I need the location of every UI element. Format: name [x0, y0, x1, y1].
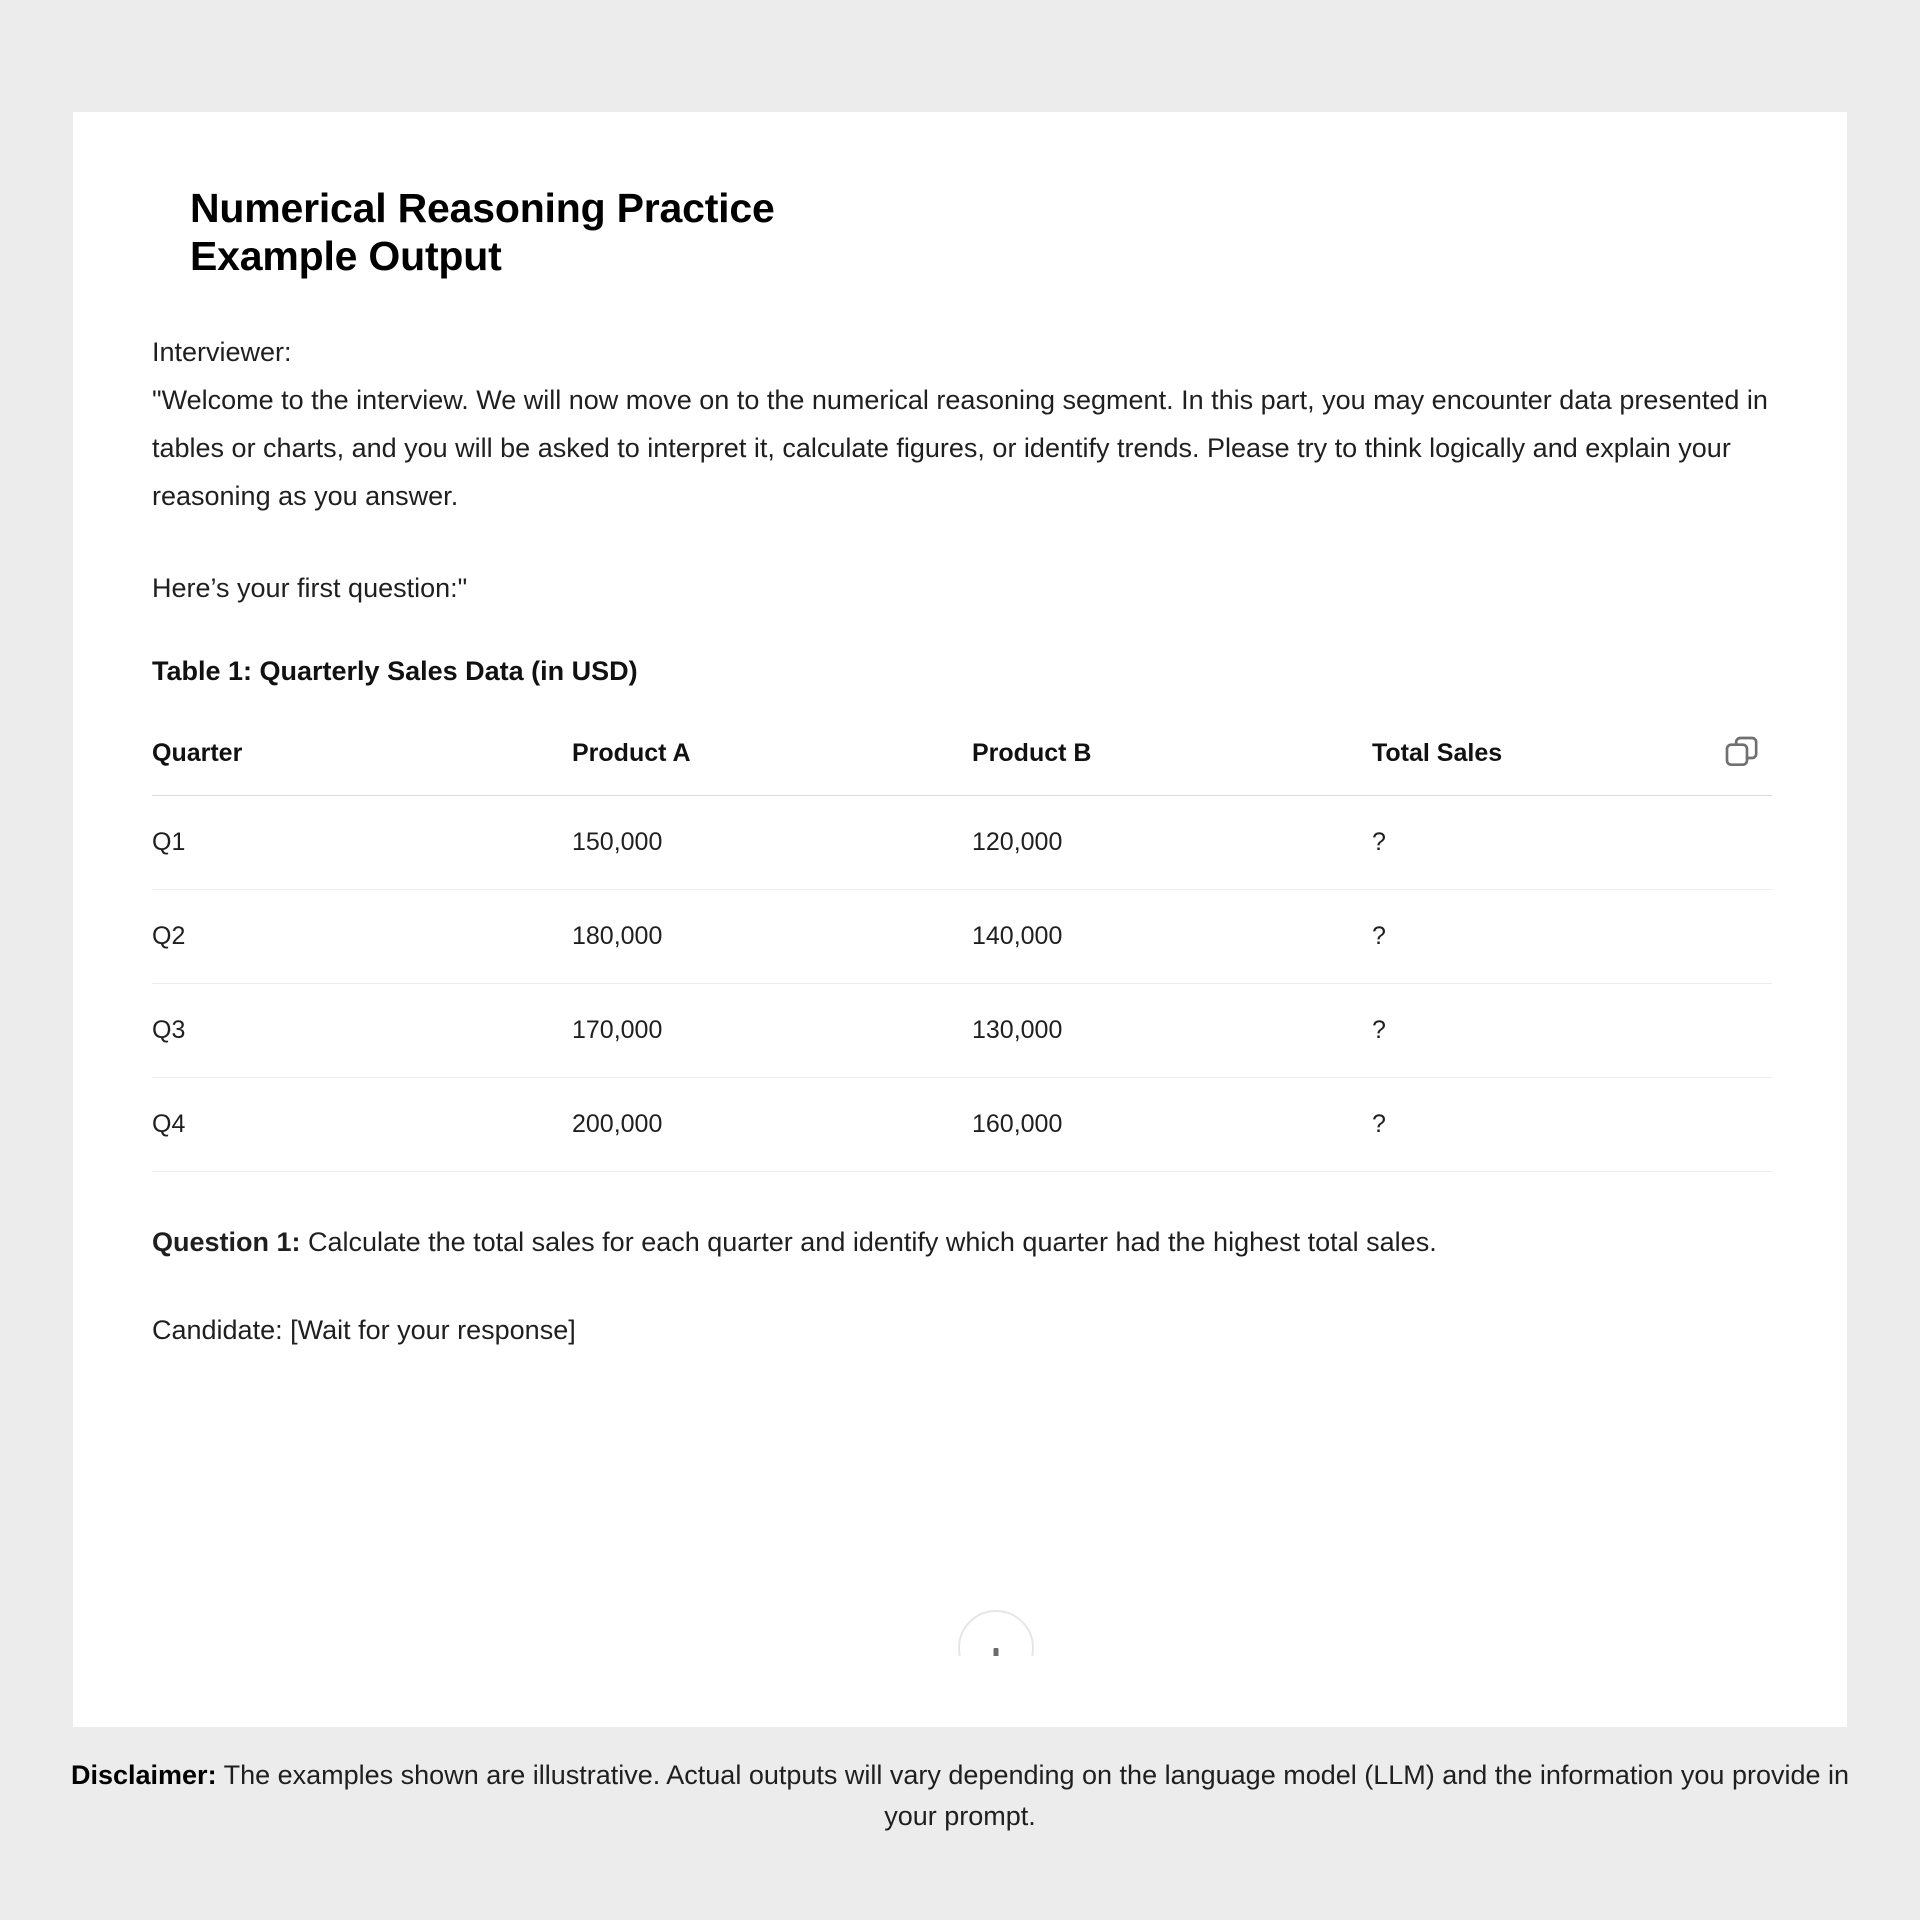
cell-product-b: 140,000 [972, 889, 1372, 983]
cell-product-b: 160,000 [972, 1077, 1372, 1171]
column-header-product-a: Product A [572, 727, 972, 795]
table-row [152, 795, 1772, 889]
cell-quarter: Q2 [152, 889, 572, 983]
disclaimer [60, 1755, 1860, 1836]
first-question-lead-in: Here’s your first question:" [152, 573, 468, 604]
table-row [152, 889, 1772, 983]
cell-product-b: 130,000 [972, 983, 1372, 1077]
cell-product-a: 170,000 [572, 983, 972, 1077]
sales-table-wrapper [152, 727, 1772, 1172]
cell-quarter: Q1 [152, 795, 572, 889]
question-1-label: Question 1: [152, 1226, 301, 1257]
column-header-total-sales: Total Sales [1372, 727, 1772, 795]
table-header-row [152, 727, 1772, 795]
cell-total-sales: ? [1372, 795, 1772, 889]
cell-total-sales: ? [1372, 983, 1772, 1077]
cell-quarter: Q4 [152, 1077, 572, 1171]
page-title-line-1: Numerical Reasoning Practice [190, 185, 775, 231]
interviewer-speaker-label: Interviewer: [152, 337, 292, 367]
disclaimer-label: Disclaimer: [70, 1760, 217, 1790]
question-1-paragraph [152, 1218, 1772, 1266]
disclaimer-text: The examples shown are illustrative. Actual outputs will vary depending on the language model (LLM) and the information you provide in your prompt. [216, 1760, 1850, 1831]
quarterly-sales-table [152, 727, 1772, 1172]
cell-product-a: 200,000 [572, 1077, 972, 1171]
page-title [190, 184, 1590, 281]
transcript-content [152, 328, 1792, 1398]
copy-icon[interactable] [1722, 733, 1762, 773]
page-title-line-2: Example Output [190, 233, 502, 280]
cell-quarter: Q3 [152, 983, 572, 1077]
cell-product-b: 120,000 [972, 795, 1372, 889]
example-output-card [73, 112, 1847, 1727]
scroll-knob-clip-mask [933, 1656, 1063, 1727]
candidate-response-line: Candidate: [Wait for your response] [152, 1314, 576, 1345]
interviewer-intro-paragraph: "Welcome to the interview. We will now move on to the numerical reasoning segment. In this part, you may encounter data presented in tables or charts, and you will be asked to interpret it, calculate figures, or identify trends. Please try to think logically and explain your reasoning as you answer. [152, 385, 1768, 512]
cell-product-a: 180,000 [572, 889, 972, 983]
cell-product-a: 150,000 [572, 795, 972, 889]
table-caption: Table 1: Quarterly Sales Data (in USD) [152, 656, 638, 687]
column-header-quarter: Quarter [152, 727, 572, 795]
table-row [152, 1077, 1772, 1171]
cell-total-sales: ? [1372, 1077, 1772, 1171]
question-1-text: Calculate the total sales for each quarter and identify which quarter had the highest total sales. [300, 1226, 1437, 1257]
table-row [152, 983, 1772, 1077]
cell-total-sales: ? [1372, 889, 1772, 983]
column-header-product-b: Product B [972, 727, 1372, 795]
